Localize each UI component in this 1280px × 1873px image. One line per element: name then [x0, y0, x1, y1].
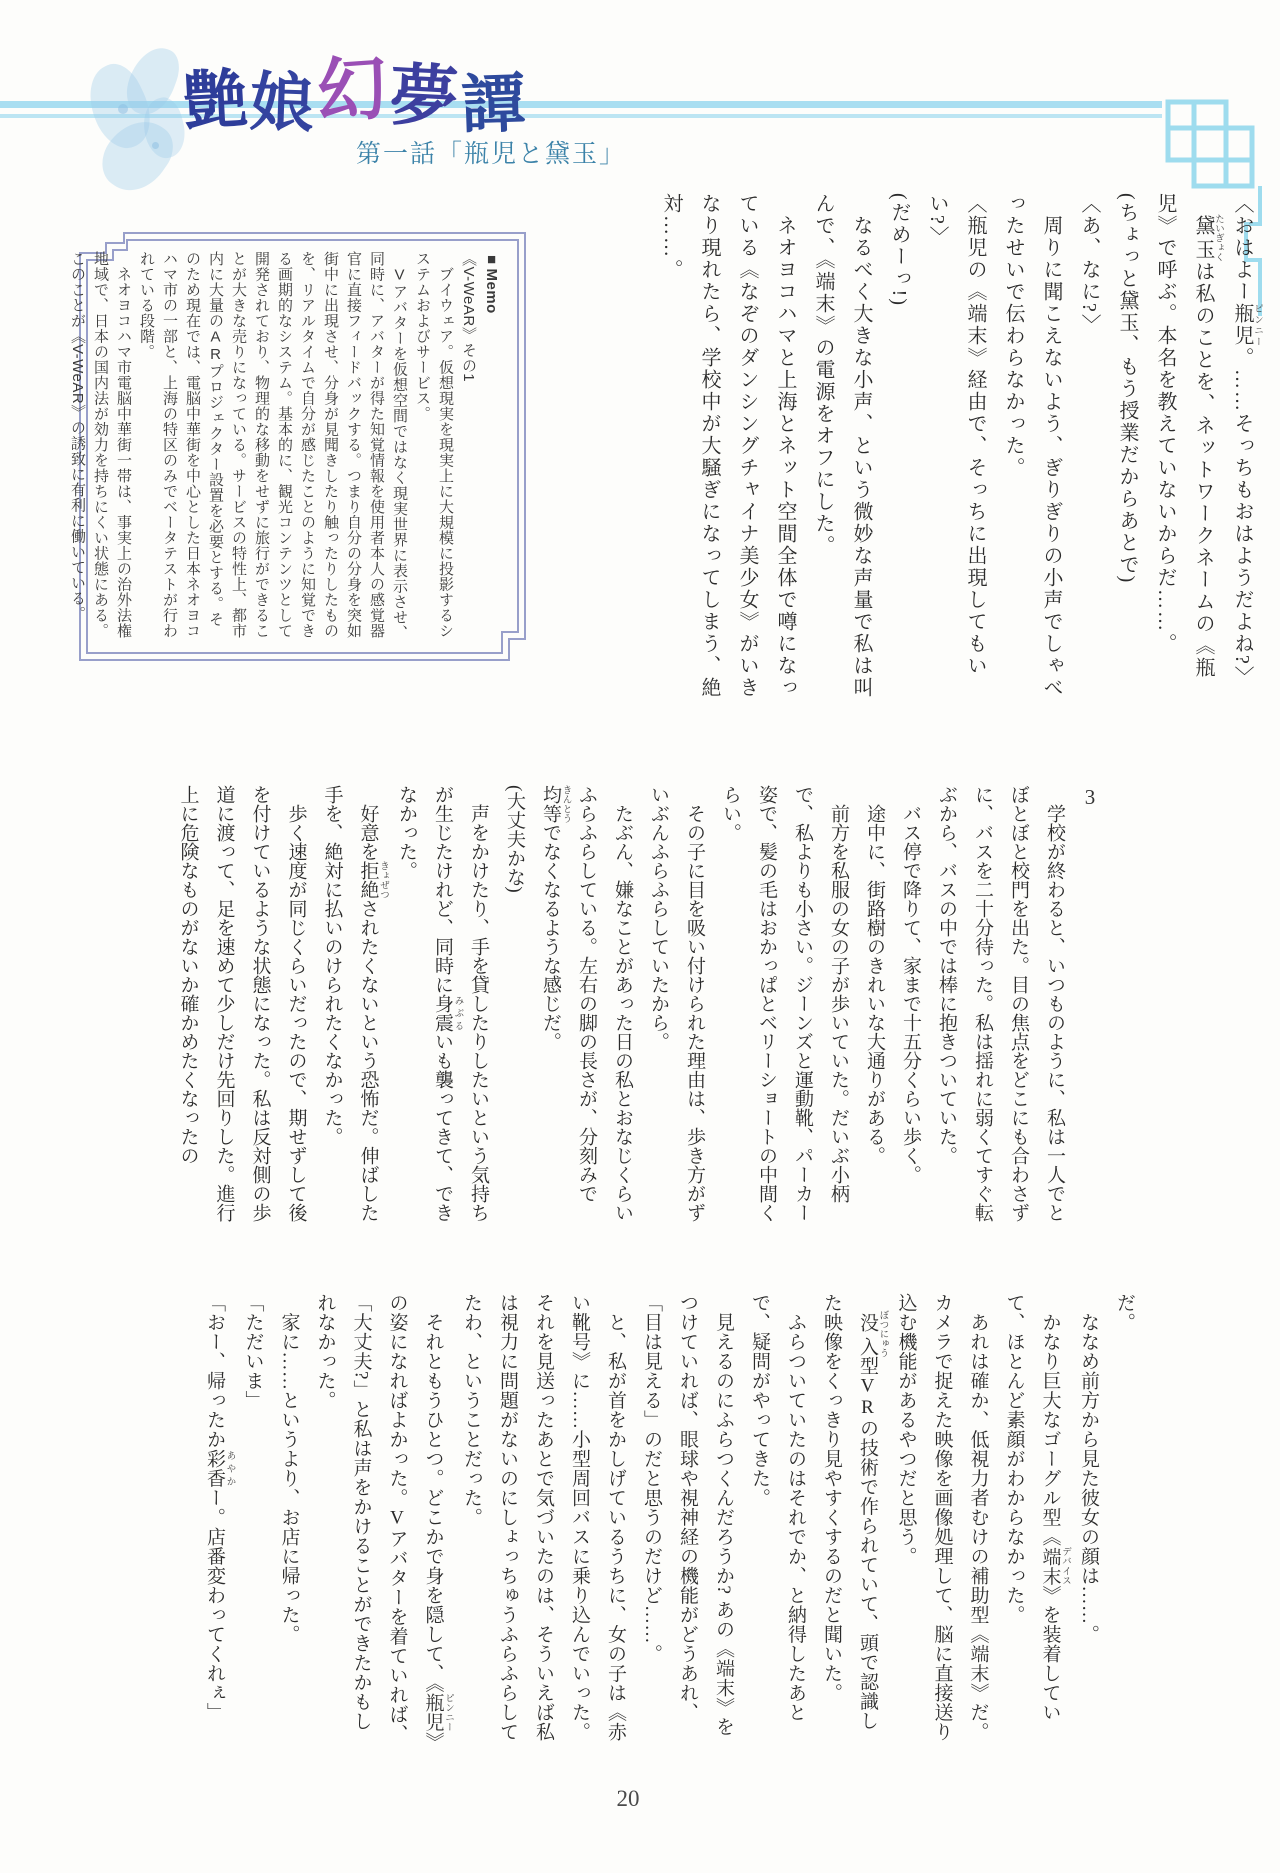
furigana-ruby: 瓶児 ピンニー: [1231, 303, 1262, 347]
section-num: 3: [1078, 785, 1102, 809]
text-column-paragraph: なるべく大きな小声、という微妙な声量で私は叫んで、《端末》の電源をオフにした。: [812, 193, 872, 699]
furigana-ruby: 身震 みぶる: [432, 994, 463, 1032]
title-char: 娘: [248, 64, 315, 143]
text-column-paragraph: かなり巨大なゴーグル型《端末 デバイス》を装着していて、ほとんど素顔がわからなかった。: [1003, 1293, 1070, 1722]
story-text-tier-1: [652, 193, 1262, 705]
text-column-paragraph: 歩く速度が同じくらいだったので、期せずして後を付けているような状態になった。私は反対側の歩道に渡って、足を速めて少しだけ先回りした。進行上に危険なものがないか確かめたくなったの: [177, 785, 307, 1222]
furigana-ruby: 瓶児 ピンニー: [422, 1693, 453, 1732]
text-column-paragraph: ななめ前方から見た彼女の顔は……。: [1078, 1293, 1099, 1644]
title-char: 夢: [387, 55, 460, 139]
memo-box: [69, 231, 527, 662]
text-column-paragraph: 好意を拒絶 きょぜつされたくないという恐怖だ。伸ばした手を、絶対に払いのけられたくなかった。: [321, 785, 388, 1222]
memo-sub: 《V-WeAR》その1: [460, 251, 477, 383]
furigana-ruby: 端末 デバイス: [1039, 1546, 1070, 1586]
text-column-paragraph: (ちょっと黛玉、もう授業だからあとで): [1116, 193, 1138, 585]
text-column-paragraph: それともうひとつ。どこかで身を隠して、《瓶児 ピンニー》の姿になればよかった。Vアバターを着ていれば、「大丈夫?」と私は声をかけることができたかもしれなかった。: [314, 1293, 453, 1744]
upright-latin-text: VR: [857, 1375, 878, 1419]
text-column-paragraph: その子に目を吸い付けられた理由は、歩き方がずいぶんふらふらしていたから。: [648, 785, 705, 1222]
text-column-paragraph: だ。: [1114, 1293, 1135, 1332]
page-number: 20: [616, 1786, 640, 1811]
text-column-paragraph: 没入 ぼつにゅう型VRの技術で作られていて、頭で認識した映像をくっきり見やすくするのだと聞いた。: [821, 1293, 888, 1731]
text-column-paragraph: (大丈夫かな): [504, 785, 525, 893]
furigana-ruby: 黛玉 たいぎょく: [1192, 214, 1223, 262]
text-column-paragraph: 周りに聞こえないよう、ぎりぎりの小声でしゃべったせいで伝わらなかった。: [1002, 193, 1062, 699]
text-column-paragraph: 〈あ、なに?〉: [1078, 193, 1100, 336]
text-column-paragraph: 学校が終わると、いつものように、私は一人でとぼとぼと校門を出た。目の焦点をどこにも合わさずに、バスを二十分待った。私は揺れに弱くてすぐ転ぶから、バスの中では棒に抱きついていた。: [936, 785, 1065, 1222]
upright-latin-text: V: [386, 1507, 408, 1529]
furigana-ruby: 没入 ぼつにゅう: [857, 1310, 888, 1358]
text-column-paragraph: ブイウェア。仮想現実を現実上に大規模に投影するシステムおよびサービス。: [414, 251, 454, 639]
text-column-paragraph: 前方を私服の女の子が歩いていた。だいぶ小柄で、私よりも小さい。ジーンズと運動靴、パーカー姿で、髪の毛はおかっぱとベリーショートの中間くらい。: [720, 785, 849, 1222]
text-column-paragraph: たぶん、嫌なことがあった日の私とおなじくらいふらふらしている。左右の脚の長さが、分刻みで均等 きんとうでなくなるような感じだ。: [540, 785, 633, 1222]
text-column-paragraph: 〈瓶児の《端末》経由で、そっちに出現してもいい?〉: [926, 193, 986, 677]
dot-shape: [118, 104, 128, 114]
furigana-ruby: 彩香 あやか: [204, 1449, 235, 1488]
text-column-paragraph: (だめーっ!): [888, 193, 910, 307]
memo-text: [69, 251, 503, 642]
text-column-paragraph: 「ただいま」: [242, 1293, 264, 1410]
furigana-ruby: 拒絶 きょぜつ: [357, 861, 388, 899]
text-column-paragraph: 〈おはよー瓶児 ピンニー。……そっちもおはようだよね?〉: [1231, 193, 1262, 688]
text-column-paragraph: バス停で降りて、家まで十五分くらい歩く。: [900, 785, 921, 1184]
text-column-paragraph: 見えるのにふらつくんだろうか? あの《端末》をつけていれば、眼球や視神経の機能がどうあれ、「目は見える」のだと思うのだけど……。: [641, 1293, 734, 1737]
text-column-paragraph: 「おー、帰ったか彩香 あやかー。店番変わってくれぇ」: [204, 1293, 235, 1722]
upright-latin-text: AR: [207, 328, 224, 364]
text-column-paragraph: ネオヨコハマと上海とネット空間全体で噂になっている《なぞのダンシングチャイナ美少女》がいきなり現れたら、学校中が大騒ぎになってしまう、絶対……。: [660, 193, 796, 699]
story-text-tier-2: [170, 785, 1109, 1225]
story-text-tier-3: [196, 1293, 1142, 1745]
upright-latin-text: V: [391, 266, 408, 284]
text-column-paragraph: Vアバターを仮想空間ではなく現実世界に表示させ、同時に、アバターが得た知覚情報を使用者本人の感覚器官に直接フィードバックする。つまり自分の分身を突如街中に出現させ、分身が見聞きしたり触ったりしたものを、リアルタイムで自分が感じたことのように知覚できる画期的なシステム。基本的に、観光コンテンツとして開発されており、物理的な移動をせずに旅行ができることが大きな売りになっている。サービスの特性上、都市内に大量のARプロジェクター設置を必要とする。そのため現在では、電脳中華街を中心とした日本ネオヨコハマ市の一部と、上海の特区のみでベータテストが行われている段階。: [138, 251, 408, 641]
text-column-paragraph: ネオヨコハマ市電脳中華街一帯は、事実上の治外法権地域で、日本の国内法が効力を持ちにくい状態にある。このことが《V-WeAR》の誘致に有利に働いている。: [69, 251, 132, 639]
dot-shape: [152, 142, 159, 149]
text-column-paragraph: 家に……というより、お店に帰った。: [278, 1293, 300, 1644]
text-column-paragraph: 黛玉 たいぎょくは私のことを、ネットワークネームの《瓶児》で呼ぶ。本名を教えていないからだ……。: [1154, 193, 1223, 679]
furigana-ruby: 均等 きんとう: [540, 785, 571, 823]
page-subtitle: 第一話「瓶児と黛玉」: [356, 141, 627, 168]
title-char: 譚: [460, 65, 527, 144]
memo-head: ■Memo: [483, 251, 500, 314]
page-title: [183, 42, 528, 143]
text-column-paragraph: あれは確か、低視力者むけの補助型《端末》だ。カメラで捉えた映像を画像処理して、脳に直接送り込む機能があるやつだと思う。: [895, 1293, 989, 1742]
text-column-paragraph: 声をかけたり、手を貸したりしたいという気持ちが生じたけれど、同時に身震 みぶるいも襲ってきて、できなかった。: [396, 785, 489, 1222]
text-column-paragraph: ふらついていたのはそれでか、と納得したあとで、疑問がやってきた。: [749, 1293, 806, 1722]
title-char: 艶: [181, 61, 250, 140]
title-char: 幻: [313, 45, 390, 134]
text-column-paragraph: 途中に、街路樹のきれいな大通りがある。: [864, 785, 885, 1165]
text-column-paragraph: と、私が首をかしげているうちに、女の子は《赤い靴号》に……小型周回バスに乗り込んでいった。それを見送ったあとで気づいたのは、そういえば私は視力に問題がないのにしょっちゅうふらふらしてたわ、ということだった。: [461, 1293, 626, 1742]
